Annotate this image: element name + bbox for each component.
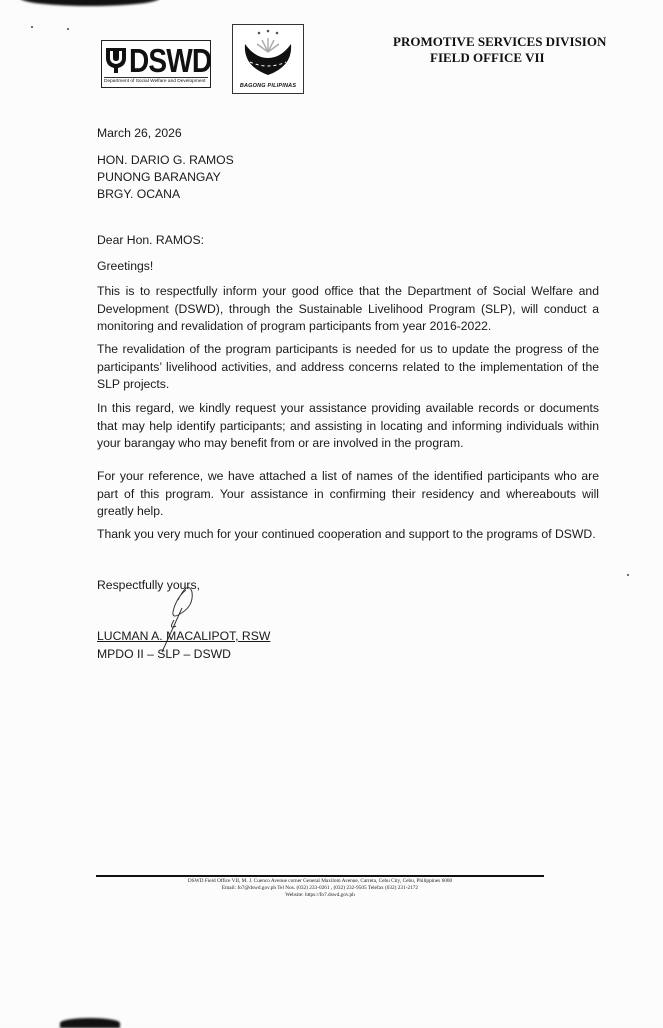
signatory-name: LUCMAN A. MACALIPOT, RSW [97,629,271,643]
footer-contact: Email: fo7@dswd.gov.ph Tel Nos. (032) 233-0261 , (032) 232-9505 Telefax (032) 231-2172 [221,885,419,891]
footer [96,878,544,899]
footer-website: Website: https://fo7.dswd.gov.ph [285,892,355,898]
scan-speck [627,574,629,576]
greeting: Greetings! [97,259,154,273]
bagong-pilipinas-caption: BAGONG PILIPINAS [239,83,297,89]
paragraph-1: This is to respectfully inform your good office that the Department of Social Welfare and Development (DSWD), through the Sustainable Livelihood Program (SLP), will conduct a monitoring and revalidation of program participants from year 2016-2022. [97,284,599,333]
paragraph-3: In this regard, we kindly request your assistance providing available records or documents that may help identify participants; and assisting in locating and informing individuals within your barangay who may benefit from or are involved in the program. [97,401,599,450]
bagong-pilipinas-logo [232,24,304,94]
office-header [393,34,606,66]
recipient-position: PUNONG BARANGAY [97,170,221,184]
dswd-logo [101,40,211,88]
signatory-title: MPDO II – SLP – DSWD [97,647,231,661]
paragraph-4: For your reference, we have attached a list of names of the identified participants who are part of this program. Your assistance in confirming their residency and whereabouts will greatly help. [97,469,599,518]
paragraph-2: The revalidation of the program participants is needed for us to update the progress of the participants’ livelihood activities, and address concerns related to the implementation of the SLP projects. [97,342,599,391]
dswd-emblem-icon [105,46,127,74]
dswd-subtitle: Department of Social Welfare and Development [104,77,208,85]
field-office-name: FIELD OFFICE VII [430,50,545,65]
scan-speck [31,26,33,28]
recipient-barangay: BRGY. OCANA [97,187,181,201]
footer-address: DSWD Field Office VII, M. J. Cuenco Avenue corner General Maxilom Avenue, Carreta, Cebu City, Cebu, Philippines 6000 [187,878,453,884]
scan-speck [67,28,69,30]
paragraph-5: Thank you very much for your continued cooperation and support to the programs of DSWD. [97,527,596,541]
dswd-wordmark: DSWD [129,42,212,79]
salutation: Dear Hon. RAMOS: [97,233,205,247]
division-name: PROMOTIVE SERVICES DIVISION [393,34,607,49]
scan-shadow-bottom [60,1018,120,1028]
footer-divider [96,875,544,877]
bagong-pilipinas-emblem-icon [241,28,295,78]
closing: Respectfully yours, [97,578,200,592]
scan-shadow-top [20,0,160,6]
letter-date: March 26, 2026 [97,126,182,140]
recipient-name: HON. DARIO G. RAMOS [97,153,234,167]
